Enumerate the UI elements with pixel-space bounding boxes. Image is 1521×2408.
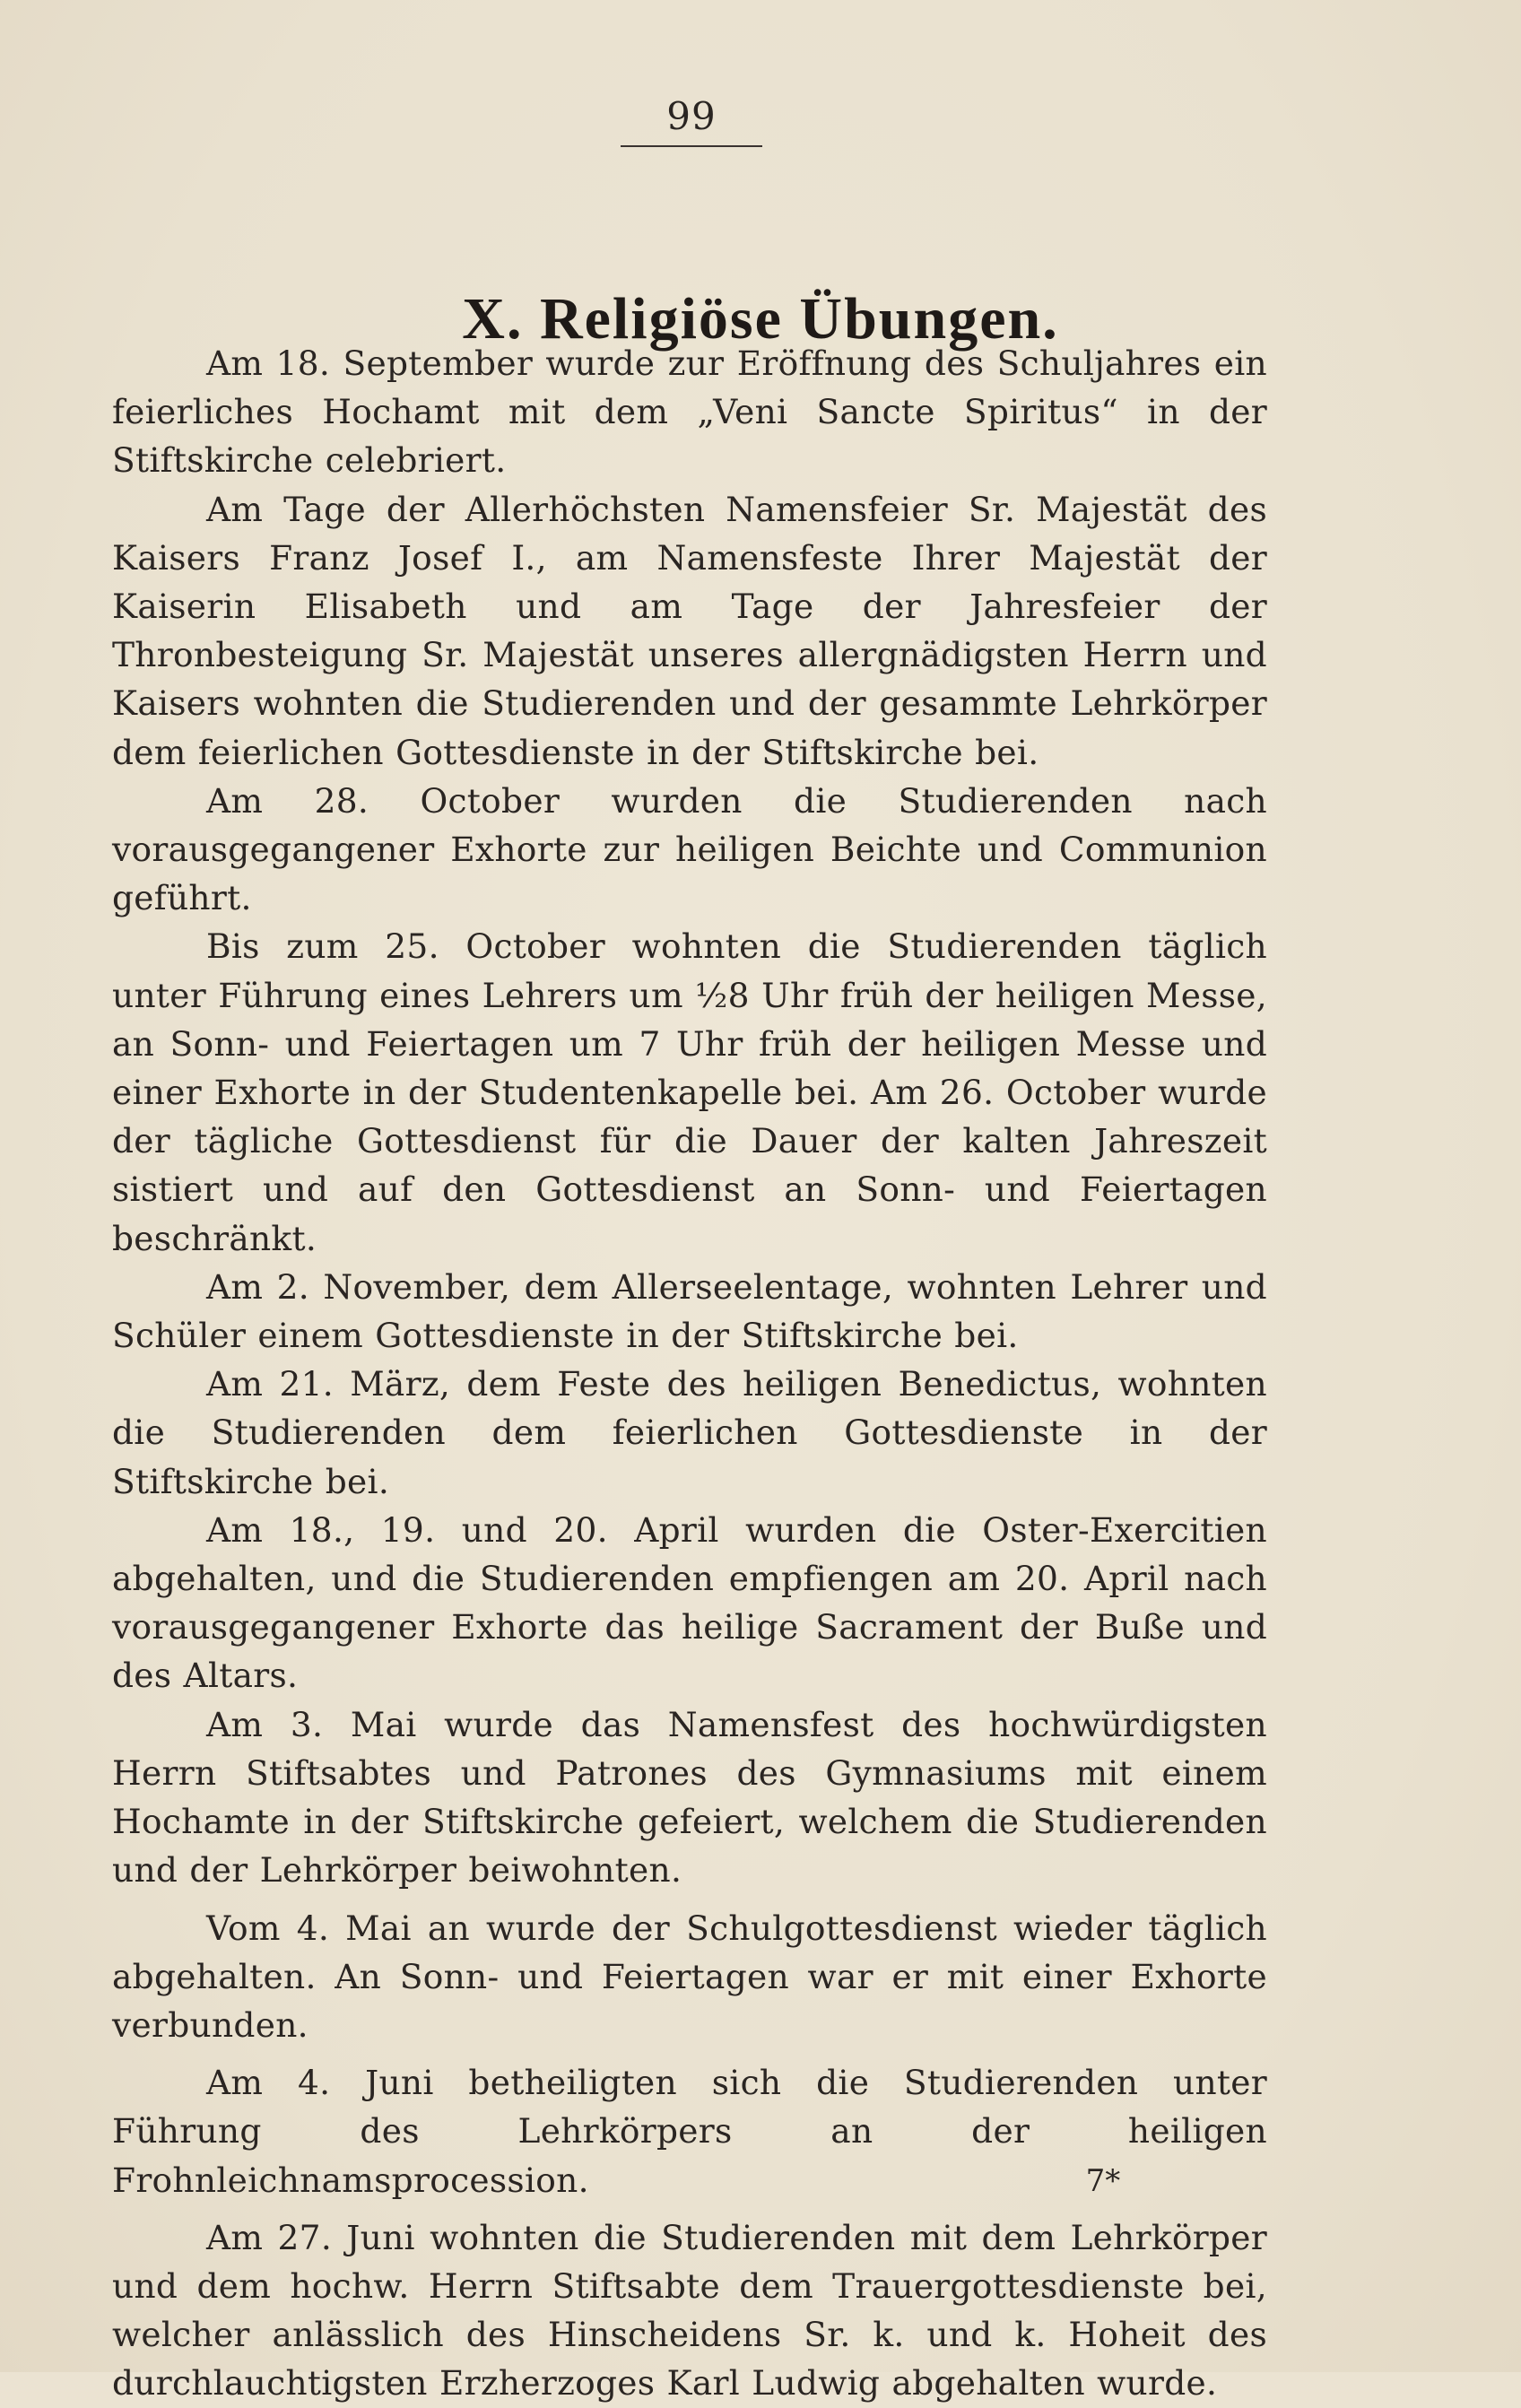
- paragraph-all-souls: Am 2. November, dem Allerseelentage, wohnten Lehrer und Schüler einem Gottesdienste in der Stiftskirche bei.: [112, 1266, 1267, 1356]
- paragraph-may-services: Vom 4. Mai an wurde der Schulgottesdienst wieder täglich abgehalten. An Sonn- und Feiertagen war er mit einer Exhorte verbunden.: [112, 1908, 1267, 2045]
- section-heading: X. Religiöse Übungen.: [462, 286, 1059, 352]
- paragraph-easter-exercises: Am 18., 19. und 20. April wurden die Oster-Exercitien abgehalten, und die Studierenden empfiengen am 20. April nach vorausgegangener Exhorte das heilige Sacrament der Buße und des Altars.: [112, 1509, 1267, 1696]
- paragraph-abbot-nameday: Am 3. Mai wurde das Namensfest des hochwürdigsten Herrn Stiftsabtes und Patrones des Gymnasiums mit einem Hochamte in der Stiftskirche gefeiert, welchem die Studierenden und der Lehrkörper beiwohnten.: [112, 1704, 1267, 1891]
- page-number-underline: [621, 145, 762, 147]
- page-number: 99: [666, 94, 717, 138]
- paragraph-opening-mass: Am 18. September wurde zur Eröffnung des Schuljahres ein feierliches Hochamt mit dem „Veni Sancte Spiritus“ in der Stiftskirche celebriert.: [112, 343, 1267, 481]
- paragraph-memorial-service: Am 27. Juni wohnten die Studierenden mit dem Lehrkörper und dem hochw. Herrn Stiftsabte dem Trauergottesdienste bei, welcher anlässlich des Hinscheidens Sr. k. und k. Hoheit des durchlauchtigsten Erzherzoges Karl Ludwig abgehalten wurde.: [112, 2217, 1267, 2404]
- paragraph-benedictus: Am 21. März, dem Feste des heiligen Benedictus, wohnten die Studierenden dem feierlichen Gottesdienste in der Stiftskirche bei.: [112, 1364, 1267, 1501]
- paragraph-corpus-christi: Am 4. Juni betheiligten sich die Studierenden unter Führung des Lehrkörpers an der heiligen Frohnleichnamsprocession.: [112, 2063, 1267, 2200]
- paragraph-october-confession: Am 28. October wurden die Studierenden nach vorausgegangener Exhorte zur heiligen Beichte und Communion geführt.: [112, 780, 1267, 918]
- body-text: [112, 339, 1267, 2408]
- paragraph-daily-mass: Bis zum 25. October wohnten die Studierenden täglich unter Führung eines Lehrers um ½8 Uhr früh der heiligen Messe, an Sonn- und Feiertagen um 7 Uhr früh der heiligen Messe und einer Exhorte in der Studentenkapelle bei. Am 26. October wurde der tägliche Gottesdienst für die Dauer der kalten Jahreszeit sistiert und auf den Gottesdienst an Sonn- und Feiertagen beschränkt.: [112, 926, 1267, 1258]
- signature-mark: 7*: [1085, 2163, 1121, 2199]
- paragraph-imperial-feasts: Am Tage der Allerhöchsten Namensfeier Sr. Majestät des Kaisers Franz Josef I., am Namensfeste Ihrer Majestät der Kaiserin Elisabeth und am Tage der Jahresfeier der Thronbesteigung Sr. Majestät unseres allergnädigsten Herrn und Kaisers wohnten die Studierenden und der gesammte Lehrkörper dem feierlichen Gottesdienste in der Stiftskirche bei.: [112, 489, 1267, 772]
